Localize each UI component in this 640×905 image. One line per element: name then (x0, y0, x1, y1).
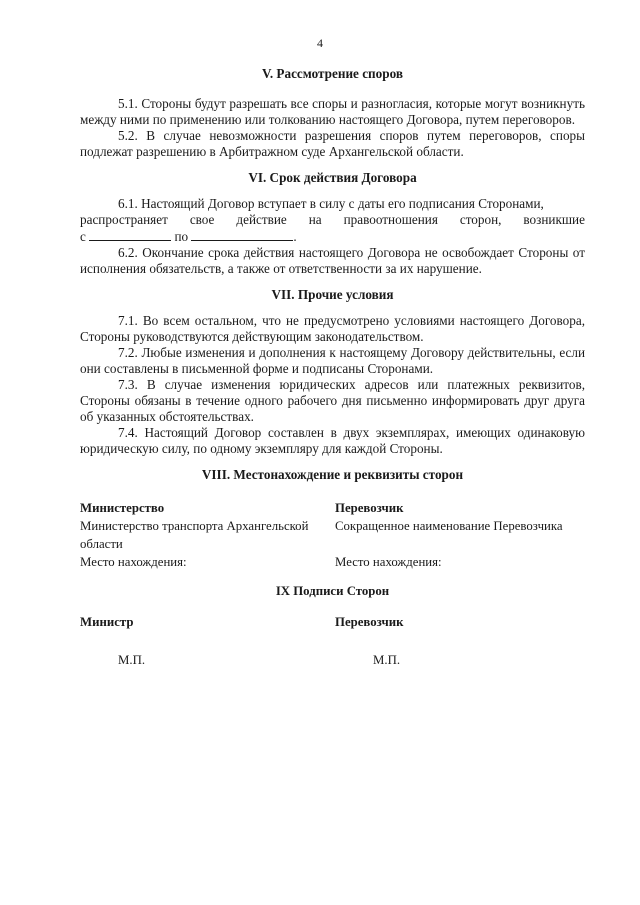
clause-5-1: 5.1. Стороны будут разрешать все споры и разногласия, которые могут возникнуть между ними по применению или толкованию настоящего Договора, путем переговоров. (80, 96, 585, 127)
requisites-carrier (335, 499, 585, 571)
ministry-stamp-place: М.П. (118, 653, 146, 667)
requisites-table (80, 499, 585, 571)
carrier-stamp-place: М.П. (373, 653, 401, 667)
word: возникшие (523, 212, 585, 227)
ministry-location: Место нахождения: (80, 555, 187, 569)
carrier-name: Сокращенное наименование Перевозчика (335, 519, 563, 533)
page-number: 4 (317, 36, 323, 50)
clause-7-2: 7.2. Любые изменения и дополнения к настоящему Договору действительны, если они составлены в письменной форме и подписаны Сторонами. (80, 345, 585, 376)
clause-6-2: 6.2. Окончание срока действия настоящего Договора не освобождает Стороны от исполнения обязательств, а также от ответственности за их нарушение. (80, 245, 585, 276)
carrier-sign-heading: Перевозчик (335, 615, 404, 629)
section-7-title: VII. Прочие условия (271, 287, 394, 302)
date-from-blank (89, 228, 171, 241)
word: правоотношения (343, 212, 438, 227)
clause-6-1-line1: 6.1. Настоящий Договор вступает в силу с даты его подписания Сторонами, (118, 196, 544, 211)
section-5-title: V. Рассмотрение споров (262, 66, 403, 81)
word: свое (189, 212, 215, 227)
ministry-name: Министерство транспорта Архангельской области (80, 519, 309, 551)
word: сторон, (459, 212, 502, 227)
clause-7-3: 7.3. В случае изменения юридических адресов или платежных реквизитов, Стороны обязаны в течение одного рабочего дня письменно информировать друг друга об указанных обстоятельствах. (80, 377, 585, 424)
clause-6-1-line2 (80, 212, 585, 228)
clause-7-1: 7.1. Во всем остальном, что не предусмотрено условиями настоящего Договора, Стороны руководствуются действующим законодательством. (80, 313, 585, 344)
date-from-label: с (80, 229, 86, 244)
carrier-heading: Перевозчик (335, 501, 404, 515)
date-to-label: по (174, 229, 189, 244)
word: распространяет (80, 212, 168, 227)
word: на (308, 212, 322, 227)
signatures-table (80, 613, 585, 669)
clause-6-1-dates: с по . (80, 229, 297, 244)
signature-ministry (80, 613, 335, 669)
clause-7-4: 7.4. Настоящий Договор составлен в двух экземплярах, имеющих одинаковую юридическую силу, по одному экземпляру для каждой Стороны. (80, 425, 585, 456)
clause-5-2: 5.2. В случае невозможности разрешения споров путем переговоров, споры подлежат разрешению в Арбитражном суде Архангельской области. (80, 128, 585, 159)
section-8-title: VIII. Местонахождение и реквизиты сторон (201, 467, 464, 482)
section-6-title: VI. Срок действия Договора (248, 170, 417, 185)
minister-heading: Министр (80, 615, 134, 629)
signature-carrier (335, 613, 585, 669)
section-9-title: IX Подписи Сторон (275, 584, 390, 598)
date-to-blank (191, 228, 293, 241)
word: действие (236, 212, 287, 227)
document-body (80, 66, 585, 669)
ministry-heading: Министерство (80, 501, 165, 515)
requisites-ministry (80, 499, 335, 571)
carrier-location: Место нахождения: (335, 555, 442, 569)
